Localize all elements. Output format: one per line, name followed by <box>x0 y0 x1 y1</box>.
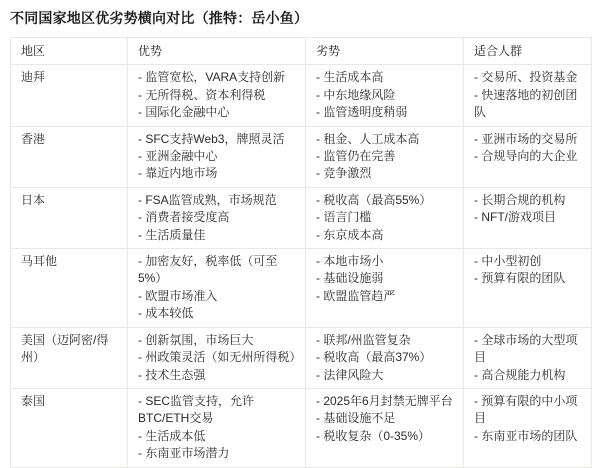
bullet-line: - 法律风险大 <box>316 367 384 382</box>
bullet-line: - 中小型初创 <box>474 254 542 269</box>
bullet-line: - 合规导向的大企业 <box>474 149 578 164</box>
header-cons: 劣势 <box>306 38 464 65</box>
pros-cell <box>128 388 306 467</box>
table-row-dubai <box>11 65 592 126</box>
header-audience: 适合人群 <box>464 38 592 65</box>
bullet-line: - 州政策灵活（如无州所得税） <box>138 350 302 365</box>
header-region: 地区 <box>11 38 128 65</box>
comparison-table <box>10 37 592 468</box>
bullet-line: - NFT/游戏项目 <box>474 210 556 225</box>
bullet-line: - 欧盟市场准入 <box>138 288 218 303</box>
bullet-line: - 预算有限的中小项目 <box>474 393 578 426</box>
bullet-line: - 生活成本低 <box>138 428 206 443</box>
audience-cell <box>464 327 592 388</box>
bullet-line: - 创新氛围，市场巨大 <box>138 332 254 347</box>
bullet-line: - 无所得税、资本利得税 <box>138 87 266 102</box>
bullet-line: - FSA监管成熟，市场规范 <box>138 192 277 207</box>
bullet-line: - 联邦/州监管复杂 <box>316 332 411 347</box>
table-row-thailand <box>11 388 592 467</box>
cons-cell <box>306 187 464 248</box>
table-row-japan <box>11 187 592 248</box>
bullet-line: - 语言门槛 <box>316 210 372 225</box>
bullet-line: - 全球市场的大型项目 <box>474 332 578 365</box>
pros-cell <box>128 65 306 126</box>
table-row-usa <box>11 327 592 388</box>
bullet-line: - 中东地缘风险 <box>316 87 396 102</box>
audience-cell <box>464 187 592 248</box>
cons-cell <box>306 249 464 328</box>
bullet-line: - 国际化金融中心 <box>138 105 230 120</box>
audience-cell <box>464 65 592 126</box>
bullet-line: - 租金、人工成本高 <box>316 131 420 146</box>
table-row-hongkong <box>11 126 592 187</box>
pros-cell <box>128 249 306 328</box>
cons-cell <box>306 126 464 187</box>
bullet-line: - 监管仍在完善 <box>316 149 396 164</box>
bullet-line: - 高合规能力机构 <box>474 367 566 382</box>
pros-cell <box>128 126 306 187</box>
bullet-line: - 税收复杂（0-35%） <box>316 428 431 443</box>
audience-cell <box>464 388 592 467</box>
bullet-line: - 加密友好，税率低（可至5%） <box>138 254 278 286</box>
bullet-line: - SEC监管支持，允许BTC/ETH交易 <box>138 393 255 426</box>
region-cell: 泰国 <box>11 388 128 467</box>
pros-cell <box>128 327 306 388</box>
bullet-line: - 消费者接受度高 <box>138 210 230 225</box>
bullet-line: - 生活成本高 <box>316 70 384 85</box>
header-row <box>11 38 592 65</box>
bullet-line: - 预算有限的团队 <box>474 271 566 286</box>
bullet-line: - 基础设施不足 <box>316 411 396 426</box>
table-row-malta <box>11 249 592 328</box>
region-cell: 美国（迈阿密/得州） <box>11 327 128 388</box>
bullet-line: - 靠近内地市场 <box>138 166 218 181</box>
table-header <box>11 38 592 65</box>
bullet-line: - 快速落地的初创团队 <box>474 87 578 120</box>
bullet-line: - 监管宽松，VARA支持创新 <box>138 70 286 85</box>
bullet-line: - 竞争激烈 <box>316 166 372 181</box>
page-title: 不同国家地区优劣势横向对比（推特：岳小鱼） <box>10 10 309 26</box>
pros-cell <box>128 187 306 248</box>
bullet-line: - 生活质量佳 <box>138 227 206 242</box>
cons-cell <box>306 327 464 388</box>
bullet-line: - 亚洲市场的交易所 <box>474 131 578 146</box>
bullet-line: - 本地市场小 <box>316 254 384 269</box>
bullet-line: - 东南亚市场的团队 <box>474 428 578 443</box>
region-cell: 日本 <box>11 187 128 248</box>
bullet-line: - 基础设施弱 <box>316 271 384 286</box>
bullet-line: - 东南亚市场潜力 <box>138 446 230 461</box>
header-pros: 优势 <box>128 38 306 65</box>
cons-cell <box>306 65 464 126</box>
bullet-line: - SFC支持Web3，牌照灵活 <box>138 131 285 146</box>
bullet-line: - 交易所、投资基金 <box>474 70 578 85</box>
bullet-line: - 2025年6月封禁无牌平台 <box>316 393 453 408</box>
bullet-line: - 税收高（最高37%） <box>316 350 432 365</box>
audience-cell <box>464 249 592 328</box>
bullet-line: - 税收高（最高55%） <box>316 192 432 207</box>
bullet-line: - 监管透明度稍弱 <box>316 105 408 120</box>
bullet-line: - 亚洲金融中心 <box>138 149 218 164</box>
bullet-line: - 成本较低 <box>138 306 194 321</box>
region-cell: 迪拜 <box>11 65 128 126</box>
bullet-line: - 欧盟监管趋严 <box>316 288 396 303</box>
bullet-line: - 技术生态强 <box>138 367 206 382</box>
cons-cell <box>306 388 464 467</box>
bullet-line: - 长期合规的机构 <box>474 192 566 207</box>
bullet-line: - 东京成本高 <box>316 227 384 242</box>
region-cell: 香港 <box>11 126 128 187</box>
audience-cell <box>464 126 592 187</box>
region-cell: 马耳他 <box>11 249 128 328</box>
